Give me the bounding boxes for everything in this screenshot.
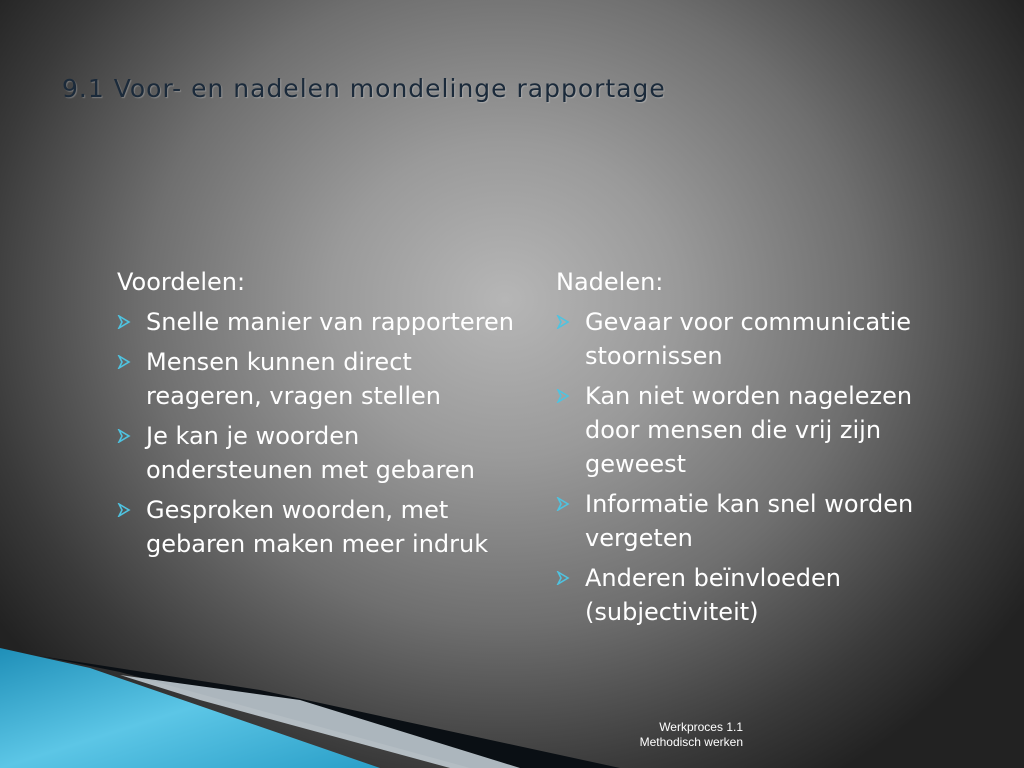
list-item-text: Je kan je woorden ondersteunen met gebaren <box>146 422 475 484</box>
list-item-text: Mensen kunnen direct reageren, vragen stellen <box>146 348 441 410</box>
list-item-text: Gevaar voor communicatie stoornissen <box>585 308 912 370</box>
chevron-right-arrow-icon <box>117 355 131 369</box>
list-item <box>556 305 936 373</box>
list-item <box>556 561 936 629</box>
list-item <box>117 305 517 339</box>
disadvantages-heading: Nadelen: <box>556 268 664 296</box>
advantages-column <box>117 265 517 567</box>
chevron-right-arrow-icon <box>117 315 131 329</box>
list-item-text: Anderen beïnvloeden (subjectiviteit) <box>585 564 841 626</box>
list-item <box>117 493 517 561</box>
list-item <box>117 419 517 487</box>
list-item <box>556 487 936 555</box>
chevron-right-arrow-icon <box>556 497 570 511</box>
chevron-right-arrow-icon <box>556 389 570 403</box>
chevron-right-arrow-icon <box>556 315 570 329</box>
list-item-text: Informatie kan snel worden vergeten <box>585 490 914 552</box>
list-item-text: Snelle manier van rapporteren <box>146 308 515 336</box>
slide-title: 9.1 Voor- en nadelen mondelinge rapportage <box>62 74 666 103</box>
advantages-heading: Voordelen: <box>117 268 246 296</box>
chevron-right-arrow-icon <box>556 571 570 585</box>
footer-line-1: Werkproces 1.1 <box>659 720 743 734</box>
list-item-text: Gesproken woorden, met gebaren maken meer indruk <box>146 496 489 558</box>
list-item <box>117 345 517 413</box>
footer-line-2: Methodisch werken <box>639 735 743 749</box>
advantages-list <box>117 305 517 561</box>
disadvantages-list <box>556 305 936 629</box>
list-item-text: Kan niet worden nagelezen door mensen die vrij zijn geweest <box>585 382 913 478</box>
chevron-right-arrow-icon <box>117 503 131 517</box>
disadvantages-column <box>556 265 936 635</box>
slide-footer <box>600 720 743 750</box>
list-item <box>556 379 936 481</box>
chevron-right-arrow-icon <box>117 429 131 443</box>
